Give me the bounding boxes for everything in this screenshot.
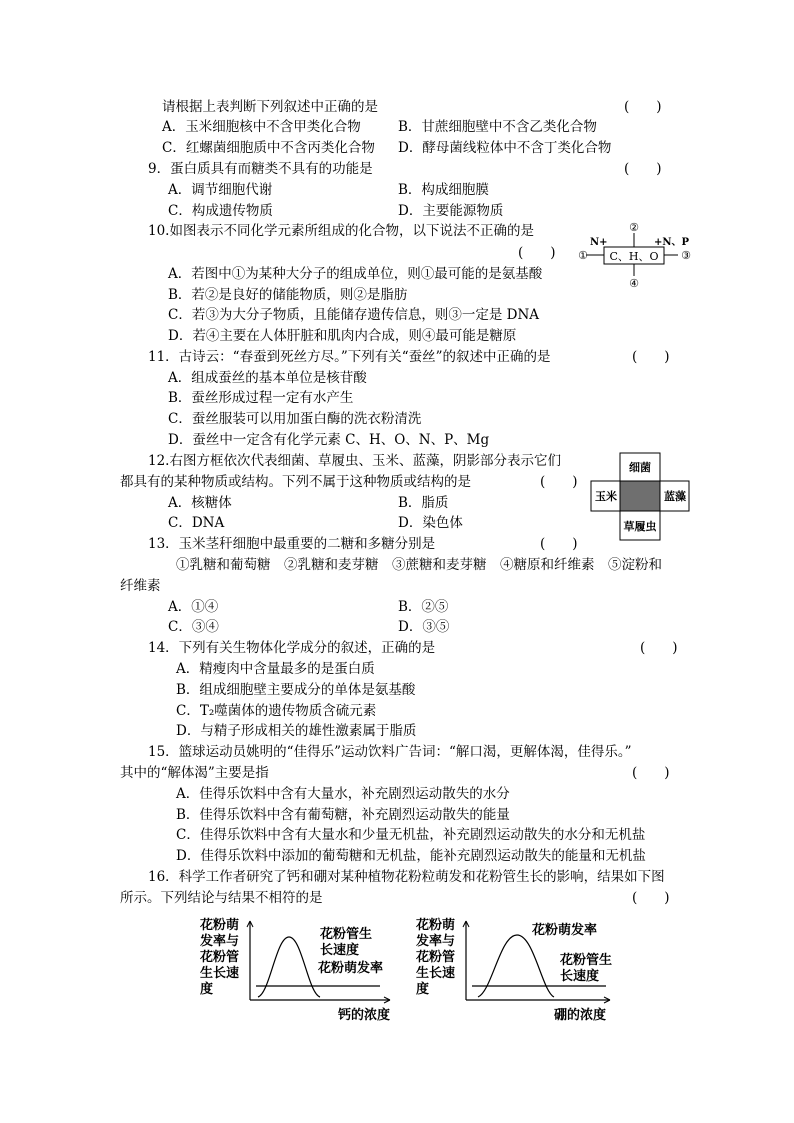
q11-option-a: A．组成蚕丝的基本单位是核苷酸 [168, 370, 367, 386]
q10-option-d: D．若④主要在人体肝脏和肌肉内合成，则④最可能是糖原 [168, 328, 517, 344]
curve-label-line: 花粉管生 [320, 927, 373, 942]
answer-paren: ( ) [640, 640, 678, 656]
q15-option-b: B．佳得乐饮料中含有葡萄糖，补充剧烈运动散失的能量 [176, 807, 510, 823]
answer-paren: ( ) [518, 245, 556, 261]
pollen-tube-growth-curve [258, 937, 320, 997]
diagram-label-2: ② [629, 221, 639, 234]
curve-label-line: 长速度 [320, 943, 360, 958]
diagram-label-4: ④ [629, 277, 639, 290]
y-axis-label-line: 生长速 [416, 966, 456, 981]
q10-option-c: C．若③为大分子物质，且能储存遗传信息，则③一定是 DNA [168, 307, 540, 323]
flat-line-label-line: 花粉管生 [560, 953, 613, 968]
q12-option-d: D．染色体 [398, 515, 463, 531]
x-axis-label: 钙的浓度 [338, 1008, 391, 1023]
q11-stem: 11．古诗云：“春蚕到死丝方尽。”下列有关“蚕丝”的叙述中正确的是 [148, 349, 551, 365]
calcium-chart [198, 915, 408, 1027]
q9-option-b: B．构成细胞膜 [398, 182, 489, 198]
y-axis-label-line: 花粉萌 [200, 918, 240, 933]
q14-option-c: C．T₂噬菌体的遗传物质含硫元素 [176, 703, 377, 719]
q13-option-d: D．③⑤ [398, 619, 450, 635]
answer-paren: ( ) [540, 474, 578, 490]
q16-stem-cont: 所示。下列结论与结果不相符的是 [120, 890, 323, 906]
q13-choices-cont: 纤维素 [120, 578, 161, 594]
x-axis-label: 硼的浓度 [554, 1008, 607, 1023]
curve-label: 花粉萌发率 [532, 923, 598, 938]
answer-paren: ( ) [624, 161, 662, 177]
q8-stem: 请根据上表判断下列叙述中正确的是 [162, 99, 378, 115]
q14-stem: 14．下列有关生物体化学成分的叙述，正确的是 [148, 640, 436, 656]
diagram-label-3: ③ [681, 249, 691, 262]
cross-left-label: 玉米 [595, 490, 617, 503]
q8-option-a: A．玉米细胞核中不含甲类化合物 [162, 119, 361, 135]
y-axis-label-line: 花粉萌 [416, 918, 456, 933]
q11-option-c: C．蚕丝服装可以用加蛋白酶的洗衣粉清洗 [168, 411, 422, 427]
q12-option-a: A．核糖体 [168, 495, 232, 511]
y-axis-label-line: 花粉管 [416, 950, 456, 965]
cross-right-label: 蓝藻 [664, 490, 686, 503]
q15-stem-cont: 其中的“解体渴”主要是指 [120, 765, 269, 781]
q15-option-c: C．佳得乐饮料中含有大量水和少量无机盐，补充剧烈运动散失的水分和无机盐 [176, 827, 646, 843]
boron-chart [414, 915, 624, 1027]
diagram-label-1: ① [578, 249, 588, 262]
q12-stem: 12.右图方框依次代表细菌、草履虫、玉米、蓝藻，阴影部分表示它们 [148, 453, 561, 469]
q9-option-a: A．调节细胞代谢 [168, 182, 273, 198]
flat-line-label: 花粉萌发率 [318, 961, 384, 976]
germination-rate-curve [478, 935, 554, 997]
q8-option-c: C．红螺菌细胞质中不含丙类化合物 [162, 140, 375, 156]
q16-stem: 16．科学工作者研究了钙和硼对某种植物花粉粒萌发和花粉管生长的影响，结果如下图 [148, 869, 665, 885]
flat-line-label-line: 长速度 [560, 969, 600, 984]
y-axis-label-line: 度 [416, 982, 430, 997]
q15-option-d: D．佳得乐饮料中添加的葡萄糖和无机盐，能补充剧烈运动散失的能量和无机盐 [176, 848, 646, 864]
q13-option-c: C．③④ [168, 619, 219, 635]
q10-element-diagram [570, 218, 700, 290]
answer-paren: ( ) [632, 890, 670, 906]
q15-stem: 15．篮球运动员姚明的“佳得乐”运动饮料广告词：“解口渴，更解体渴，佳得乐。” [148, 744, 632, 760]
q13-option-b: B．②⑤ [398, 599, 449, 615]
y-axis-label-line: 发率与 [200, 934, 240, 949]
answer-paren: ( ) [540, 536, 578, 552]
q14-option-a: A．精瘦肉中含量最多的是蛋白质 [176, 661, 375, 677]
diagram-left-element-label: N+ [590, 237, 608, 248]
y-axis-label-line: 花粉管 [200, 950, 240, 965]
q13-choices: ①乳糖和葡萄糖 ②乳糖和麦芽糖 ③蔗糖和麦芽糖 ④糖原和纤维素 ⑤淀粉和 [176, 557, 662, 573]
q12-stem-cont: 都具有的某种物质或结构。下列不属于这种物质或结构的是 [120, 474, 471, 490]
q14-option-b: B．组成细胞壁主要成分的单体是氨基酸 [176, 682, 416, 698]
cross-top-label: 细菌 [629, 461, 651, 474]
q8-option-d: D．酵母菌线粒体中不含丁类化合物 [398, 140, 612, 156]
q9-option-c: C．构成遗传物质 [168, 203, 273, 219]
q11-option-d: D．蚕丝中一定含有化学元素 C、H、O、N、P、Mg [168, 432, 490, 448]
q12-option-c: C．DNA [168, 515, 225, 531]
q13-stem: 13．玉米茎秆细胞中最重要的二糖和多糖分别是 [148, 536, 436, 552]
q12-cross-diagram [590, 452, 690, 542]
q15-option-a: A．佳得乐饮料中含有大量水，补充剧烈运动散失的水分 [176, 786, 510, 802]
q10-stem: 10.如图表示不同化学元素所组成的化合物，以下说法不正确的是 [148, 223, 534, 239]
q12-option-b: B．脂质 [398, 495, 449, 511]
cross-bottom-label: 草履虫 [623, 520, 657, 533]
q11-option-b: B．蚕丝形成过程一定有水产生 [168, 390, 354, 406]
answer-paren: ( ) [632, 349, 670, 365]
q13-option-a: A．①④ [168, 599, 219, 615]
y-axis-label-line: 度 [200, 982, 214, 997]
q10-option-a: A．若图中①为某种大分子的组成单位，则①最可能的是氨基酸 [168, 266, 543, 282]
y-axis-label-line: 生长速 [200, 966, 240, 981]
diagram-center-label: C、H、O [609, 250, 659, 263]
q8-option-b: B．甘蔗细胞壁中不含乙类化合物 [398, 119, 597, 135]
q10-option-b: B．若②是良好的储能物质，则②是脂肪 [168, 287, 408, 303]
y-axis-label-line: 发率与 [416, 934, 456, 949]
answer-paren: ( ) [624, 99, 662, 115]
q9-option-d: D．主要能源物质 [398, 203, 504, 219]
q9-stem: 9．蛋白质具有而糖类不具有的功能是 [148, 161, 373, 177]
shaded-overlap [620, 481, 660, 511]
q14-option-d: D．与精子形成相关的雄性激素属于脂质 [176, 723, 417, 739]
diagram-right-element-label: +N、P [654, 237, 690, 248]
answer-paren: ( ) [632, 765, 670, 781]
